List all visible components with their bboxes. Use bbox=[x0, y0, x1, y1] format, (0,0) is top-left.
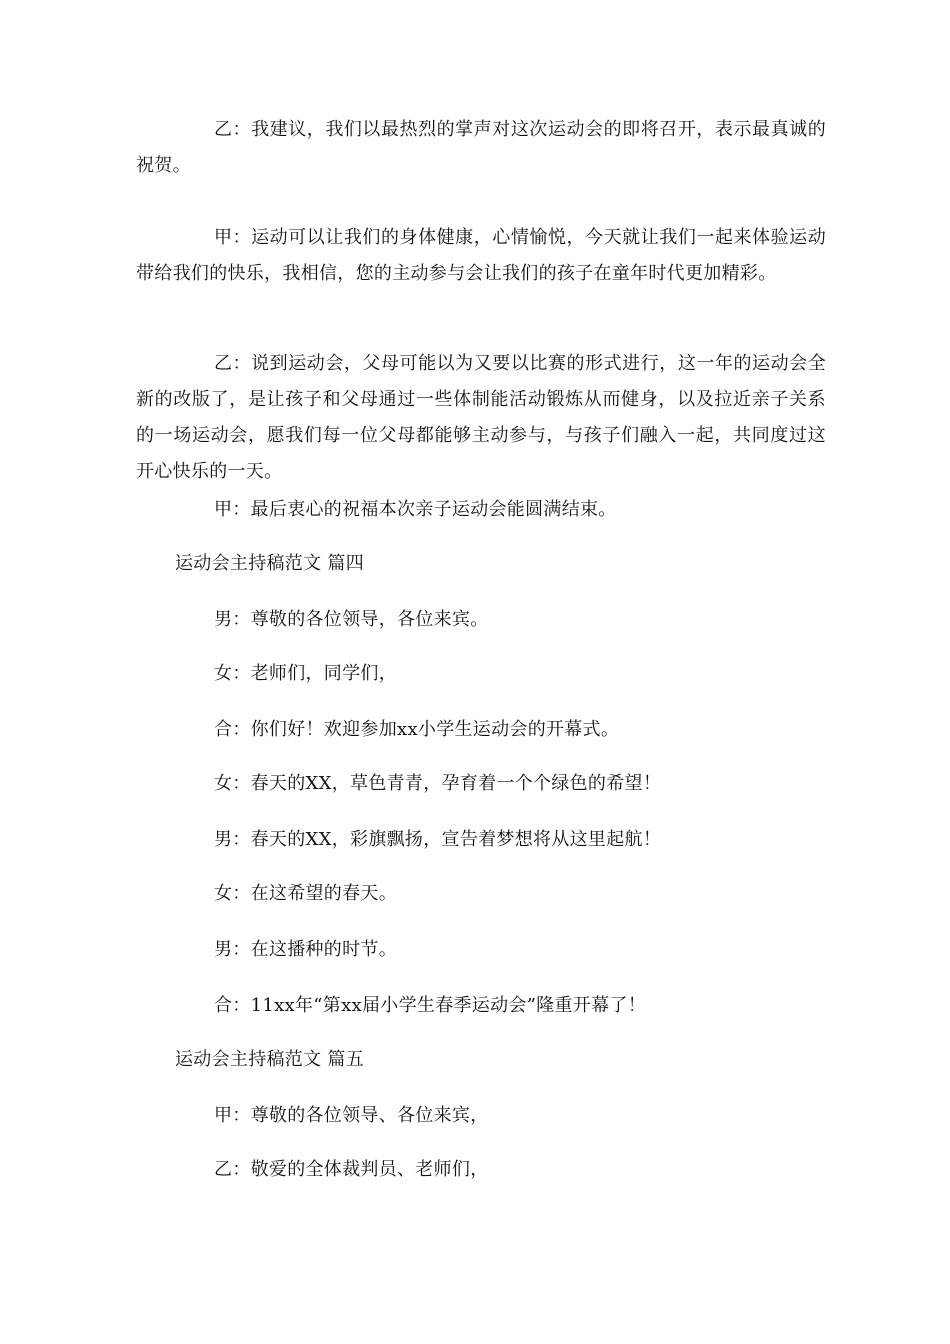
section-heading-5: 运动会主持稿范文 篇五 bbox=[175, 1049, 365, 1070]
dialogue-line: 合：11xx年“第xx届小学生春季运动会”隆重开幕了！ bbox=[214, 995, 647, 1016]
dialogue-line: 女：春天的XX，草色青青，孕育着一个个绿色的希望！ bbox=[214, 773, 662, 794]
paragraph-2: 甲：运动可以让我们的身体健康，心情愉悦，今天就让我们一起来体验运动带给我们的快乐，我相信，您的主动参与会让我们的孩子在童年时代更加精彩。 bbox=[136, 227, 826, 284]
dialogue-line: 女：老师们，同学们， bbox=[214, 663, 397, 684]
paragraph-4: 甲：最后衷心的祝福本次亲子运动会能圆满结束。 bbox=[214, 499, 617, 520]
dialogue-line: 女：在这希望的春天。 bbox=[214, 883, 397, 904]
dialogue-line: 男：春天的XX，彩旗飘扬，宣告着梦想将从这里起航！ bbox=[214, 829, 662, 850]
dialogue-line: 甲：尊敬的各位领导、各位来宾， bbox=[214, 1105, 489, 1126]
dialogue-line: 合：你们好！欢迎参加xx小学生运动会的开幕式。 bbox=[214, 719, 620, 740]
section-heading-4: 运动会主持稿范文 篇四 bbox=[175, 553, 365, 574]
paragraph-1: 乙：我建议，我们以最热烈的掌声对这次运动会的即将召开，表示最真诚的祝贺。 bbox=[136, 119, 826, 176]
dialogue-line: 乙：敬爱的全体裁判员、老师们， bbox=[214, 1159, 489, 1180]
dialogue-line: 男：尊敬的各位领导，各位来宾。 bbox=[214, 609, 489, 630]
paragraph-3: 乙：说到运动会，父母可能以为又要以比赛的形式进行，这一年的运动会全新的改版了，是让孩子和父母通过一些体制能活动锻炼从而健身，以及拉近亲子关系的一场运动会，愿我们每一位父母都能够主动参与，与孩子们融入一起，共同度过这开心快乐的一天。 bbox=[136, 353, 826, 482]
dialogue-line: 男：在这播种的时节。 bbox=[214, 939, 397, 960]
